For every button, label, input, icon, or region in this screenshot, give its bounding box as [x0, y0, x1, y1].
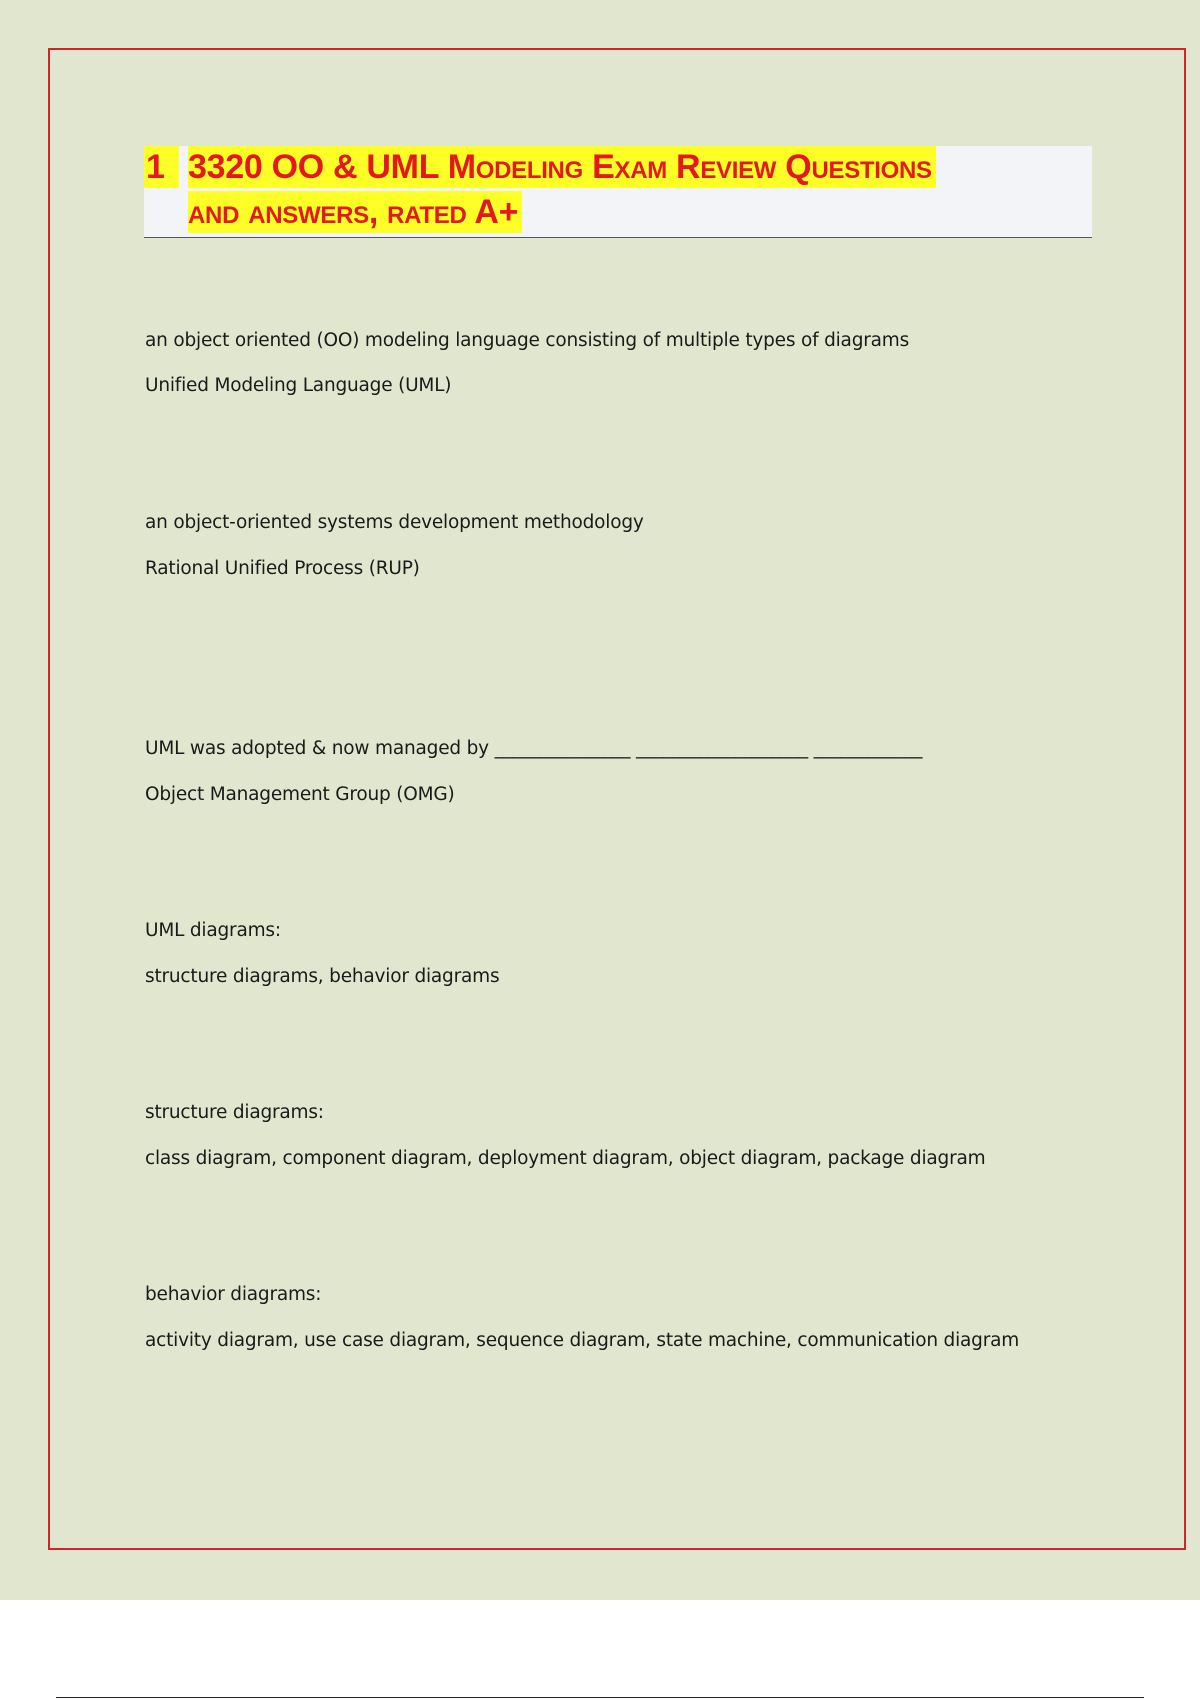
title-line-2: and answers, rated A+: [188, 191, 522, 233]
answer-4: structure diagrams, behavior diagrams: [145, 966, 500, 987]
question-3: UML was adopted & now managed by _______________ ___________________ ____________: [145, 738, 923, 759]
answer-1: Unified Modeling Language (UML): [145, 375, 452, 396]
question-1: an object oriented (OO) modeling language consisting of multiple types of diagrams: [145, 330, 910, 351]
answer-5: class diagram, component diagram, deployment diagram, object diagram, package diagram: [145, 1148, 986, 1169]
question-4: UML diagrams:: [145, 920, 281, 941]
answer-2: Rational Unified Process (RUP): [145, 558, 420, 579]
answer-6: activity diagram, use case diagram, sequence diagram, state machine, communication diagram: [145, 1330, 1020, 1351]
question-6: behavior diagrams:: [145, 1284, 322, 1305]
footer-rule: [56, 1697, 1144, 1698]
question-2: an object-oriented systems development methodology: [145, 512, 644, 533]
title-number: 1: [144, 146, 179, 188]
document-title: [144, 146, 1092, 238]
answer-3: Object Management Group (OMG): [145, 784, 455, 805]
title-line-1: 3320 OO & UML Modeling Exam Review Questions: [188, 146, 936, 188]
question-5: structure diagrams:: [145, 1102, 324, 1123]
